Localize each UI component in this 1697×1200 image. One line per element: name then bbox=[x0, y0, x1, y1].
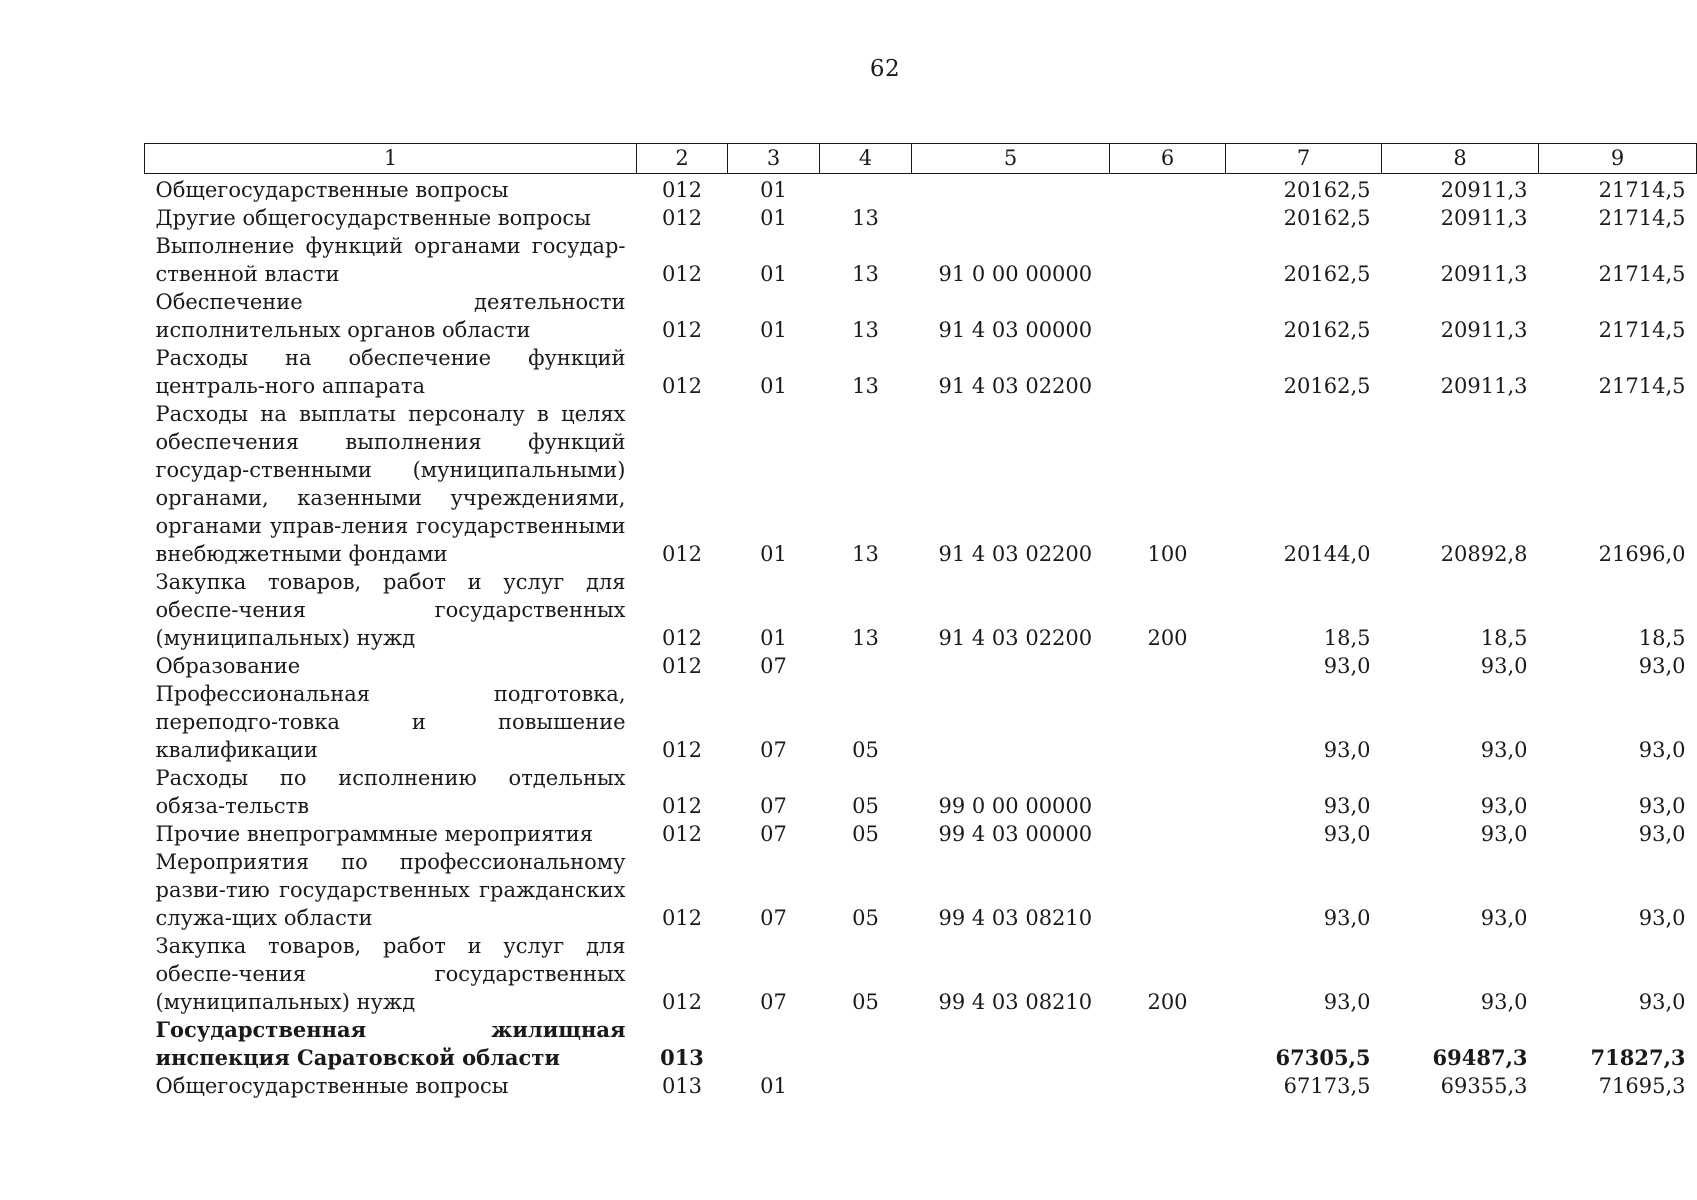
section-code-cell: 07 bbox=[760, 738, 787, 762]
amount-year3-cell: 93,0 bbox=[1638, 738, 1686, 762]
column-header-8: 8 bbox=[1382, 144, 1539, 174]
ministry-code-cell: 012 bbox=[661, 906, 703, 930]
table-row bbox=[145, 1072, 1697, 1100]
ministry-code-cell: 012 bbox=[661, 654, 703, 678]
section-code-cell: 01 bbox=[760, 178, 787, 202]
subsection-code-cell: 05 bbox=[852, 738, 879, 762]
section-code-cell: 01 bbox=[760, 206, 787, 230]
table-row bbox=[145, 764, 1697, 820]
amount-year2-cell: 93,0 bbox=[1480, 794, 1528, 818]
expense-type-cell bbox=[1110, 764, 1226, 820]
column-header-3: 3 bbox=[728, 144, 820, 174]
row-name-cell: Мероприятия по профессиональному разви-тию государственных гражданских служа-щих области bbox=[155, 850, 626, 930]
amount-year1-cell: 20162,5 bbox=[1283, 262, 1371, 286]
column-header-2: 2 bbox=[637, 144, 728, 174]
amount-year2-cell: 20911,3 bbox=[1440, 178, 1528, 202]
ministry-code-cell: 012 bbox=[661, 990, 703, 1014]
column-header-9: 9 bbox=[1539, 144, 1697, 174]
amount-year2-cell: 20911,3 bbox=[1440, 374, 1528, 398]
subsection-code-cell: 05 bbox=[852, 990, 879, 1014]
subsection-code-cell: 05 bbox=[852, 822, 879, 846]
target-article-cell: 91 4 03 02200 bbox=[938, 374, 1093, 398]
amount-year1-cell: 20144,0 bbox=[1283, 542, 1371, 566]
expense-type-cell bbox=[1110, 820, 1226, 848]
target-article-cell: 91 4 03 00000 bbox=[938, 318, 1093, 342]
expense-type-cell bbox=[1110, 680, 1226, 764]
target-article-cell: 91 4 03 02200 bbox=[938, 542, 1093, 566]
expense-type-cell: 200 bbox=[1147, 626, 1188, 650]
row-name-cell: Другие общегосударственные вопросы bbox=[155, 206, 591, 230]
row-name-cell: Расходы по исполнению отдельных обяза-тельств bbox=[155, 766, 626, 818]
row-name-cell: Профессиональная подготовка, переподго-товка и повышение квалификации bbox=[155, 682, 626, 762]
table-row bbox=[145, 288, 1697, 344]
amount-year2-cell: 18,5 bbox=[1480, 626, 1528, 650]
ministry-code-cell: 012 bbox=[661, 374, 703, 398]
amount-year2-cell: 93,0 bbox=[1480, 906, 1528, 930]
amount-year3-cell: 21714,5 bbox=[1598, 374, 1686, 398]
section-code-cell: 07 bbox=[760, 906, 787, 930]
expense-type-cell: 100 bbox=[1147, 542, 1188, 566]
subsection-code-cell: 13 bbox=[852, 374, 879, 398]
subsection-code-cell bbox=[820, 1016, 912, 1072]
amount-year1-cell: 20162,5 bbox=[1283, 178, 1371, 202]
target-article-cell: 91 0 00 00000 bbox=[938, 262, 1093, 286]
subsection-code-cell bbox=[820, 652, 912, 680]
ministry-code-cell: 012 bbox=[661, 206, 703, 230]
amount-year3-cell: 21714,5 bbox=[1598, 206, 1686, 230]
subsection-code-cell bbox=[820, 1072, 912, 1100]
amount-year1-cell: 93,0 bbox=[1323, 906, 1371, 930]
section-code-cell: 01 bbox=[760, 262, 787, 286]
subsection-code-cell: 13 bbox=[852, 542, 879, 566]
table-row bbox=[145, 568, 1697, 652]
row-name-cell: Общегосударственные вопросы bbox=[155, 178, 509, 202]
ministry-code-cell: 013 bbox=[661, 1074, 703, 1098]
table-row bbox=[145, 848, 1697, 932]
table-row bbox=[145, 204, 1697, 232]
amount-year2-cell: 93,0 bbox=[1480, 822, 1528, 846]
target-article-cell bbox=[912, 204, 1110, 232]
budget-table bbox=[144, 143, 1697, 1100]
amount-year2-cell: 20911,3 bbox=[1440, 262, 1528, 286]
target-article-cell bbox=[912, 174, 1110, 205]
amount-year3-cell: 18,5 bbox=[1638, 626, 1686, 650]
row-name-cell: Образование bbox=[155, 654, 301, 678]
amount-year1-cell: 93,0 bbox=[1323, 990, 1371, 1014]
table-row bbox=[145, 344, 1697, 400]
expense-type-cell bbox=[1110, 232, 1226, 288]
amount-year1-cell: 93,0 bbox=[1323, 654, 1371, 678]
amount-year3-cell: 93,0 bbox=[1638, 990, 1686, 1014]
amount-year3-cell: 93,0 bbox=[1638, 654, 1686, 678]
amount-year3-cell: 21714,5 bbox=[1598, 318, 1686, 342]
table-row bbox=[145, 1016, 1697, 1072]
row-name-cell: Закупка товаров, работ и услуг для обеспе-чения государственных (муниципальных) нужд bbox=[155, 570, 626, 650]
expense-type-cell bbox=[1110, 1016, 1226, 1072]
amount-year1-cell: 20162,5 bbox=[1283, 206, 1371, 230]
subsection-code-cell: 05 bbox=[852, 906, 879, 930]
target-article-cell: 99 4 03 08210 bbox=[938, 990, 1093, 1014]
table-row bbox=[145, 932, 1697, 1016]
section-code-cell: 01 bbox=[760, 374, 787, 398]
amount-year3-cell: 93,0 bbox=[1638, 906, 1686, 930]
expense-type-cell bbox=[1110, 848, 1226, 932]
table-row bbox=[145, 680, 1697, 764]
ministry-code-cell: 012 bbox=[661, 822, 703, 846]
amount-year1-cell: 67173,5 bbox=[1283, 1074, 1371, 1098]
row-name-cell: Обеспечение деятельности исполнительных органов области bbox=[155, 290, 626, 342]
amount-year1-cell: 67305,5 bbox=[1275, 1045, 1371, 1070]
target-article-cell: 99 0 00 00000 bbox=[938, 794, 1093, 818]
ministry-code-cell: 012 bbox=[661, 794, 703, 818]
amount-year3-cell: 93,0 bbox=[1638, 822, 1686, 846]
expense-type-cell bbox=[1110, 174, 1226, 205]
amount-year2-cell: 93,0 bbox=[1480, 738, 1528, 762]
target-article-cell bbox=[912, 652, 1110, 680]
amount-year2-cell: 20911,3 bbox=[1440, 318, 1528, 342]
column-header-1: 1 bbox=[145, 144, 637, 174]
amount-year2-cell: 69487,3 bbox=[1432, 1045, 1528, 1070]
amount-year1-cell: 93,0 bbox=[1323, 738, 1371, 762]
amount-year1-cell: 93,0 bbox=[1323, 822, 1371, 846]
row-name-cell: Расходы на выплаты персоналу в целях обеспечения выполнения функций государ-ственными (муниципальными) органами, казенными учреждениями, органами управ-ления государственными внебюджетными фондами bbox=[155, 402, 626, 566]
row-name-cell: Общегосударственные вопросы bbox=[155, 1074, 509, 1098]
row-name-cell: Прочие внепрограммные мероприятия bbox=[155, 822, 594, 846]
target-article-cell bbox=[912, 680, 1110, 764]
section-code-cell: 07 bbox=[760, 990, 787, 1014]
table-row bbox=[145, 652, 1697, 680]
section-code-cell: 01 bbox=[760, 626, 787, 650]
target-article-cell bbox=[912, 1016, 1110, 1072]
section-code-cell: 01 bbox=[760, 542, 787, 566]
ministry-code-cell: 013 bbox=[660, 1045, 704, 1070]
table-header-row bbox=[145, 144, 1697, 174]
subsection-code-cell: 05 bbox=[852, 794, 879, 818]
target-article-cell bbox=[912, 1072, 1110, 1100]
amount-year2-cell: 93,0 bbox=[1480, 654, 1528, 678]
expense-type-cell bbox=[1110, 288, 1226, 344]
ministry-code-cell: 012 bbox=[661, 178, 703, 202]
row-name-cell: Государственная жилищная инспекция Саратовской области bbox=[155, 1017, 626, 1070]
amount-year3-cell: 21714,5 bbox=[1598, 178, 1686, 202]
amount-year1-cell: 20162,5 bbox=[1283, 318, 1371, 342]
ministry-code-cell: 012 bbox=[661, 318, 703, 342]
amount-year3-cell: 93,0 bbox=[1638, 794, 1686, 818]
table-row bbox=[145, 400, 1697, 568]
amount-year2-cell: 20911,3 bbox=[1440, 206, 1528, 230]
subsection-code-cell bbox=[820, 174, 912, 205]
target-article-cell: 91 4 03 02200 bbox=[938, 626, 1093, 650]
column-header-7: 7 bbox=[1226, 144, 1382, 174]
row-name-cell: Выполнение функций органами государ-ственной власти bbox=[155, 234, 626, 286]
expense-type-cell bbox=[1110, 652, 1226, 680]
subsection-code-cell: 13 bbox=[852, 262, 879, 286]
table-row bbox=[145, 232, 1697, 288]
target-article-cell: 99 4 03 00000 bbox=[938, 822, 1093, 846]
section-code-cell bbox=[728, 1016, 820, 1072]
section-code-cell: 01 bbox=[760, 318, 787, 342]
table-row bbox=[145, 820, 1697, 848]
section-code-cell: 07 bbox=[760, 822, 787, 846]
ministry-code-cell: 012 bbox=[661, 262, 703, 286]
section-code-cell: 07 bbox=[760, 794, 787, 818]
amount-year2-cell: 20892,8 bbox=[1440, 542, 1528, 566]
amount-year3-cell: 21696,0 bbox=[1598, 542, 1686, 566]
expense-type-cell bbox=[1110, 1072, 1226, 1100]
amount-year3-cell: 71695,3 bbox=[1598, 1074, 1686, 1098]
table-row bbox=[145, 174, 1697, 205]
section-code-cell: 07 bbox=[760, 654, 787, 678]
expense-type-cell: 200 bbox=[1147, 990, 1188, 1014]
amount-year1-cell: 20162,5 bbox=[1283, 374, 1371, 398]
amount-year3-cell: 71827,3 bbox=[1590, 1045, 1686, 1070]
subsection-code-cell: 13 bbox=[852, 626, 879, 650]
ministry-code-cell: 012 bbox=[661, 542, 703, 566]
column-header-6: 6 bbox=[1110, 144, 1226, 174]
amount-year1-cell: 93,0 bbox=[1323, 794, 1371, 818]
row-name-cell: Расходы на обеспечение функций централь-ного аппарата bbox=[155, 346, 626, 398]
section-code-cell: 01 bbox=[760, 1074, 787, 1098]
amount-year1-cell: 18,5 bbox=[1323, 626, 1371, 650]
ministry-code-cell: 012 bbox=[661, 738, 703, 762]
subsection-code-cell: 13 bbox=[852, 206, 879, 230]
ministry-code-cell: 012 bbox=[661, 626, 703, 650]
column-header-5: 5 bbox=[912, 144, 1110, 174]
amount-year2-cell: 93,0 bbox=[1480, 990, 1528, 1014]
row-name-cell: Закупка товаров, работ и услуг для обеспе-чения государственных (муниципальных) нужд bbox=[155, 934, 626, 1014]
page-number: 62 bbox=[869, 56, 901, 82]
expense-type-cell bbox=[1110, 204, 1226, 232]
expense-type-cell bbox=[1110, 344, 1226, 400]
amount-year2-cell: 69355,3 bbox=[1440, 1074, 1528, 1098]
subsection-code-cell: 13 bbox=[852, 318, 879, 342]
column-header-4: 4 bbox=[820, 144, 912, 174]
amount-year3-cell: 21714,5 bbox=[1598, 262, 1686, 286]
target-article-cell: 99 4 03 08210 bbox=[938, 906, 1093, 930]
